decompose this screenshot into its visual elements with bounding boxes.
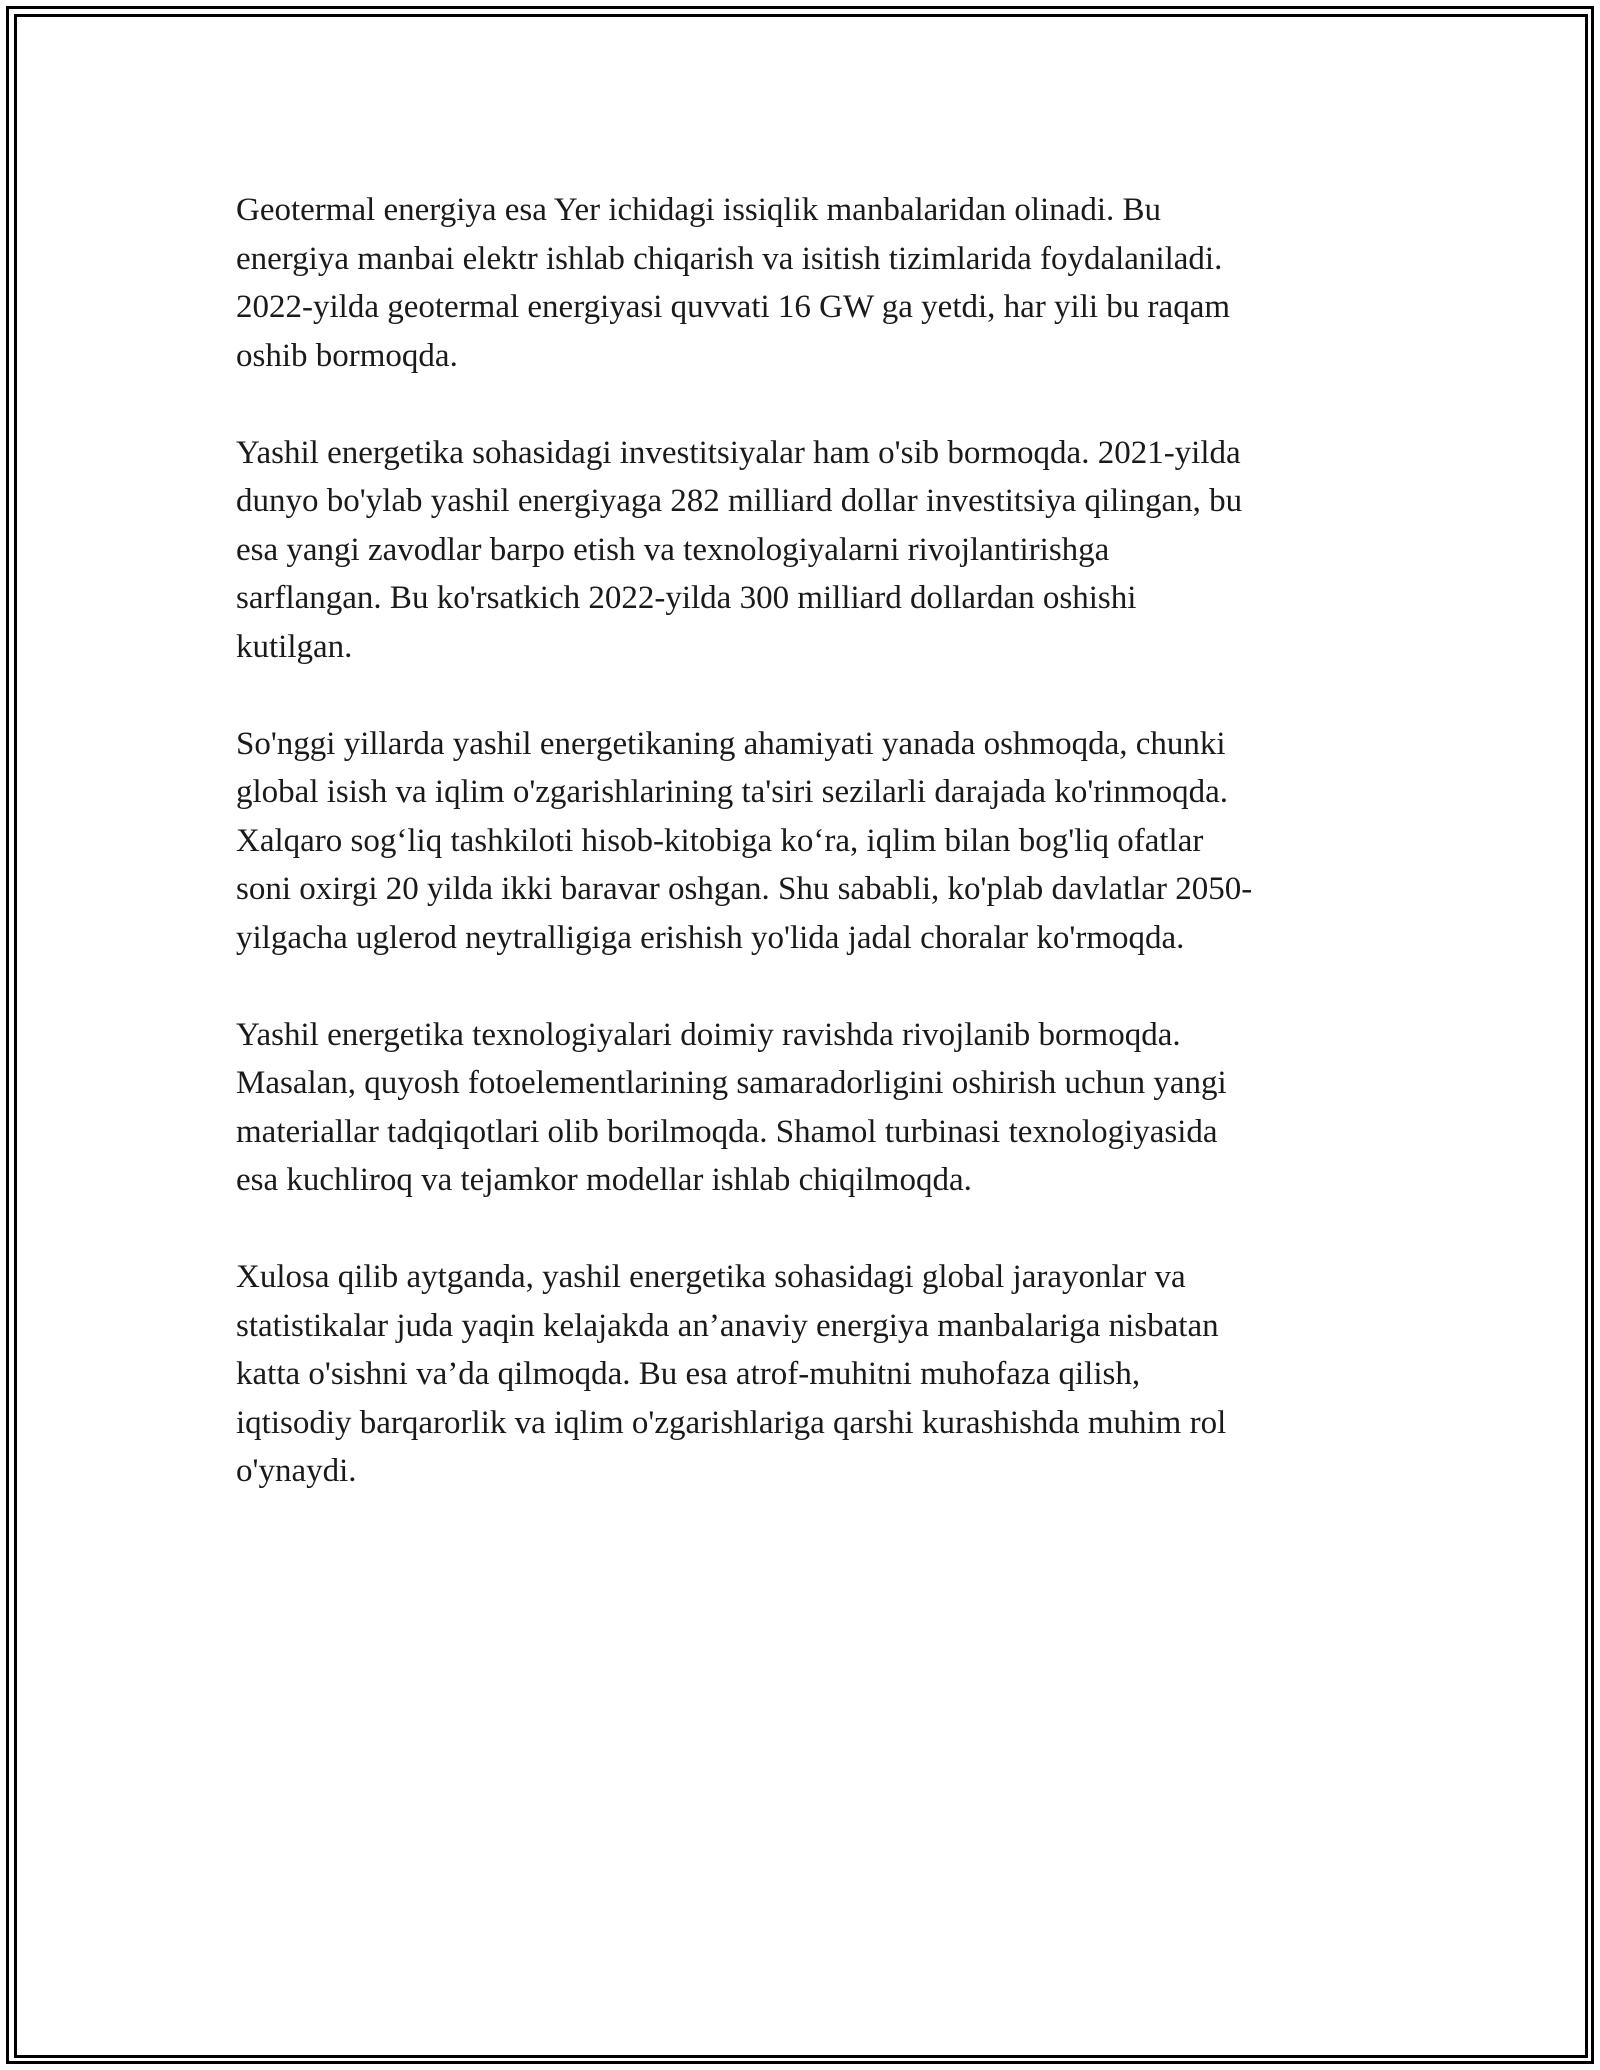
paragraph-investments: Yashil energetika sohasidagi investitsiyalar ham o'sib bormoqda. 2021-yilda dunyo bo'ylab yashil energiyaga 282 milliard dollar investitsiya qilingan, bu esa yangi zavodlar barpo etish va texnologiyalarni rivojlantirishga sarflangan. Bu ko'rsatkich 2022-yilda 300 milliard dollardan oshishi kutilgan. bbox=[236, 434, 1243, 665]
paragraph-climate-importance: So'nggi yillarda yashil energetikaning ahamiyati yanada oshmoqda, chunki global isish va iqlim o'zgarishlarining ta'siri sezilarli darajada ko'rinmoqda. Xalqaro sog‘liq tashkiloti hisob-kitobiga ko‘ra, iqlim bilan bog'liq ofatlar soni oxirgi 20 yilda ikki baravar oshgan. Shu sababli, ko'plab davlatlar 2050- yilgacha uglerod neytralligiga erishish yo'lida jadal choralar ko'rmoqda. bbox=[236, 725, 1253, 956]
paragraph-geothermal: Geotermal energiya esa Yer ichidagi issiqlik manbalaridan olinadi. Bu energiya manbai elektr ishlab chiqarish va isitish tizimlarida foydalaniladi. 2022-yilda geotermal energiyasi quvvati 16 GW ga yetdi, har yili bu raqam oshib bormoqda. bbox=[236, 192, 1231, 374]
paragraph-technologies: Yashil energetika texnologiyalari doimiy ravishda rivojlanib bormoqda. Masalan, quyosh fotoelementlarining samaradorligini oshirish uchun yangi materiallar tadqiqotlari olib borilmoqda. Shamol turbinasi texnologiyasida esa kuchliroq va tejamkor modellar ishlab chiqilmoqda. bbox=[236, 1016, 1227, 1198]
paragraph-conclusion: Xulosa qilib aytganda, yashil energetika sohasidagi global jarayonlar va statistikalar juda yaqin kelajakda an’anaviy energiya manbalariga nisbatan katta o'sishni va’da qilmoqda. Bu esa atrof-muhitni muhofaza qilish, iqtisodiy barqarorlik va iqlim o'zgarishlariga qarshi kurashishda muhim rol o'ynaydi. bbox=[236, 1259, 1227, 1489]
document-body bbox=[236, 186, 1376, 1544]
